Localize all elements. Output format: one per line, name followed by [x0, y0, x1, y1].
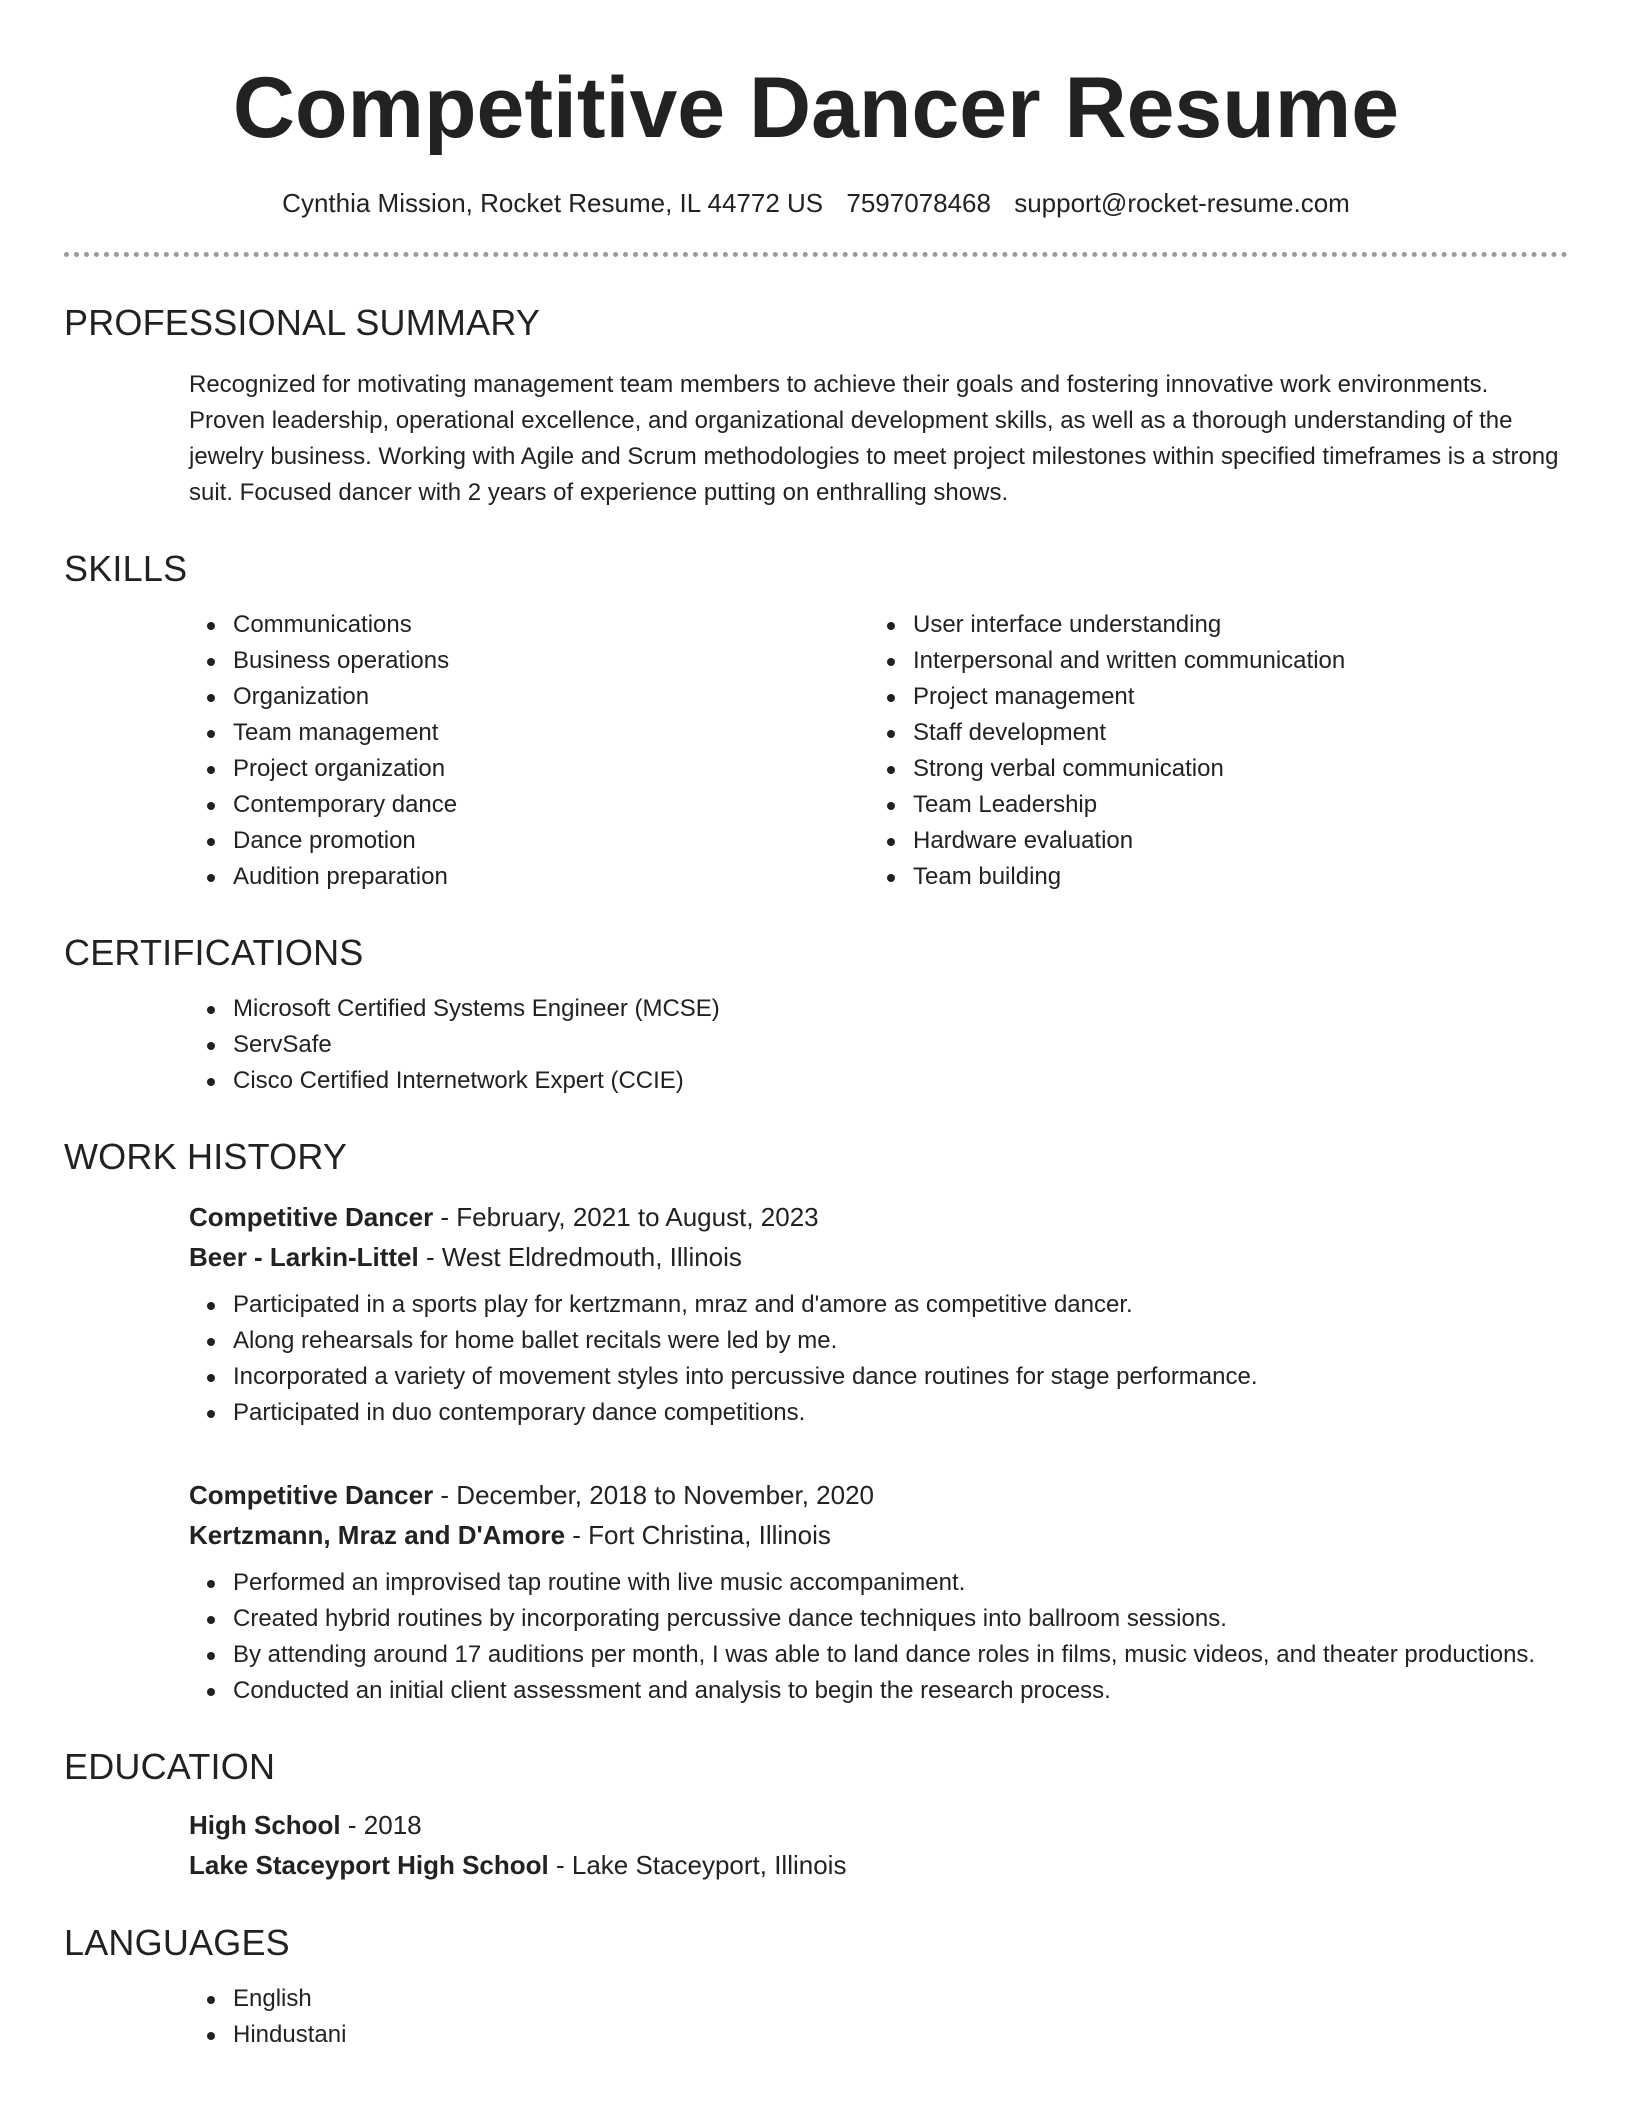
languages-list: [189, 1981, 1568, 2053]
language-item: English: [233, 1981, 1568, 2017]
skill-item: Team Leadership: [913, 787, 1549, 823]
skill-item: Contemporary dance: [233, 787, 869, 823]
job-entry: [189, 1475, 1568, 1709]
job-title: Competitive Dancer: [189, 1202, 434, 1232]
skills-column-right: [869, 607, 1549, 895]
job-duties-list: [189, 1287, 1568, 1431]
education-heading: EDUCATION: [64, 1746, 276, 1787]
skills-list-left: [189, 607, 869, 895]
job-company: Kertzmann, Mraz and D'Amore: [189, 1520, 566, 1550]
languages-body: [64, 1981, 1568, 2053]
education-degree: High School: [189, 1810, 341, 1840]
skills-grid: [189, 607, 1568, 895]
skills-column-left: [189, 607, 869, 895]
skill-item: Project management: [913, 679, 1549, 715]
summary-text: Recognized for motivating management team members to achieve their goals and fostering innovative work environments. Proven leadership, operational excellence, and organizational development skills, as well as a thorough understanding of the jewelry business. Working with Agile and Scrum methodologies to meet project milestones within specified timeframes is a strong suit. Focused dancer with 2 years of experience putting on enthralling shows.: [189, 371, 1559, 506]
summary-heading: PROFESSIONAL SUMMARY: [64, 302, 541, 343]
job-title-line: [189, 1475, 1568, 1515]
work-history-heading: WORK HISTORY: [64, 1136, 348, 1177]
contact-phone: 7597078468: [846, 188, 991, 218]
skill-item: Interpersonal and written communication: [913, 643, 1549, 679]
contact-address: Cynthia Mission, Rocket Resume, IL 44772 US: [282, 188, 824, 218]
job-duties-list: [189, 1565, 1568, 1709]
job-entry: [189, 1197, 1568, 1431]
skill-item: Team building: [913, 859, 1549, 895]
job-duty: Created hybrid routines by incorporating percussive dance techniques into ballroom sessions.: [233, 1601, 1568, 1637]
education-degree-line: [189, 1805, 1568, 1845]
education-body: [64, 1805, 1568, 1885]
job-duty: By attending around 17 auditions per month, I was able to land dance roles in films, music videos, and theater productions.: [233, 1637, 1568, 1673]
skill-item: User interface understanding: [913, 607, 1549, 643]
certifications-list: [189, 991, 1568, 1099]
summary-section: [64, 301, 1568, 511]
education-school: Lake Staceyport High School: [189, 1850, 549, 1880]
page-title: Competitive Dancer Resume: [232, 60, 1400, 156]
header-divider: [64, 252, 1568, 257]
job-title: Competitive Dancer: [189, 1480, 434, 1510]
job-duty: Performed an improvised tap routine with live music accompaniment.: [233, 1565, 1568, 1601]
job-duty: Incorporated a variety of movement styles into percussive dance routines for stage performance.: [233, 1359, 1568, 1395]
skill-item: Staff development: [913, 715, 1549, 751]
skill-item: Hardware evaluation: [913, 823, 1549, 859]
skill-item: Communications: [233, 607, 869, 643]
skill-item: Organization: [233, 679, 869, 715]
job-location: - West Eldredmouth, Illinois: [418, 1242, 742, 1272]
skill-item: Dance promotion: [233, 823, 869, 859]
certifications-heading: CERTIFICATIONS: [64, 932, 364, 973]
work-history-body: [64, 1197, 1568, 1709]
job-duty: Conducted an initial client assessment and analysis to begin the research process.: [233, 1673, 1568, 1709]
contact-email: support@rocket-resume.com: [1014, 188, 1350, 218]
education-section: [64, 1745, 1568, 1885]
skills-section: [64, 547, 1568, 895]
job-company: Beer - Larkin-Littel: [189, 1242, 419, 1272]
languages-heading: LANGUAGES: [64, 1922, 290, 1963]
education-school-line: [189, 1845, 1568, 1885]
certifications-body: [64, 991, 1568, 1099]
summary-body: [64, 367, 1568, 511]
certification-item: Microsoft Certified Systems Engineer (MCSE): [233, 991, 1568, 1027]
job-company-line: [189, 1515, 1568, 1555]
language-item: Hindustani: [233, 2017, 1568, 2053]
skill-item: Business operations: [233, 643, 869, 679]
certifications-section: [64, 931, 1568, 1099]
skills-heading: SKILLS: [64, 548, 188, 589]
skill-item: Strong verbal communication: [913, 751, 1549, 787]
skills-body: [64, 607, 1568, 895]
job-location: - Fort Christina, Illinois: [565, 1520, 831, 1550]
job-duty: Participated in duo contemporary dance competitions.: [233, 1395, 1568, 1431]
certification-item: ServSafe: [233, 1027, 1568, 1063]
job-duty: Along rehearsals for home ballet recitals were led by me.: [233, 1323, 1568, 1359]
languages-section: [64, 1921, 1568, 2053]
skill-item: Project organization: [233, 751, 869, 787]
job-dates: - February, 2021 to August, 2023: [433, 1202, 819, 1232]
certification-item: Cisco Certified Internetwork Expert (CCIE): [233, 1063, 1568, 1099]
work-history-section: [64, 1135, 1568, 1709]
skill-item: Team management: [233, 715, 869, 751]
job-dates: - December, 2018 to November, 2020: [433, 1480, 874, 1510]
education-year: - 2018: [340, 1810, 422, 1840]
job-title-line: [189, 1197, 1568, 1237]
job-duty: Participated in a sports play for kertzmann, mraz and d'amore as competitive dancer.: [233, 1287, 1568, 1323]
job-company-line: [189, 1237, 1568, 1277]
contact-line: [64, 186, 1568, 220]
skills-list-right: [869, 607, 1549, 895]
education-location: - Lake Staceyport, Illinois: [548, 1850, 847, 1880]
skill-item: Audition preparation: [233, 859, 869, 895]
